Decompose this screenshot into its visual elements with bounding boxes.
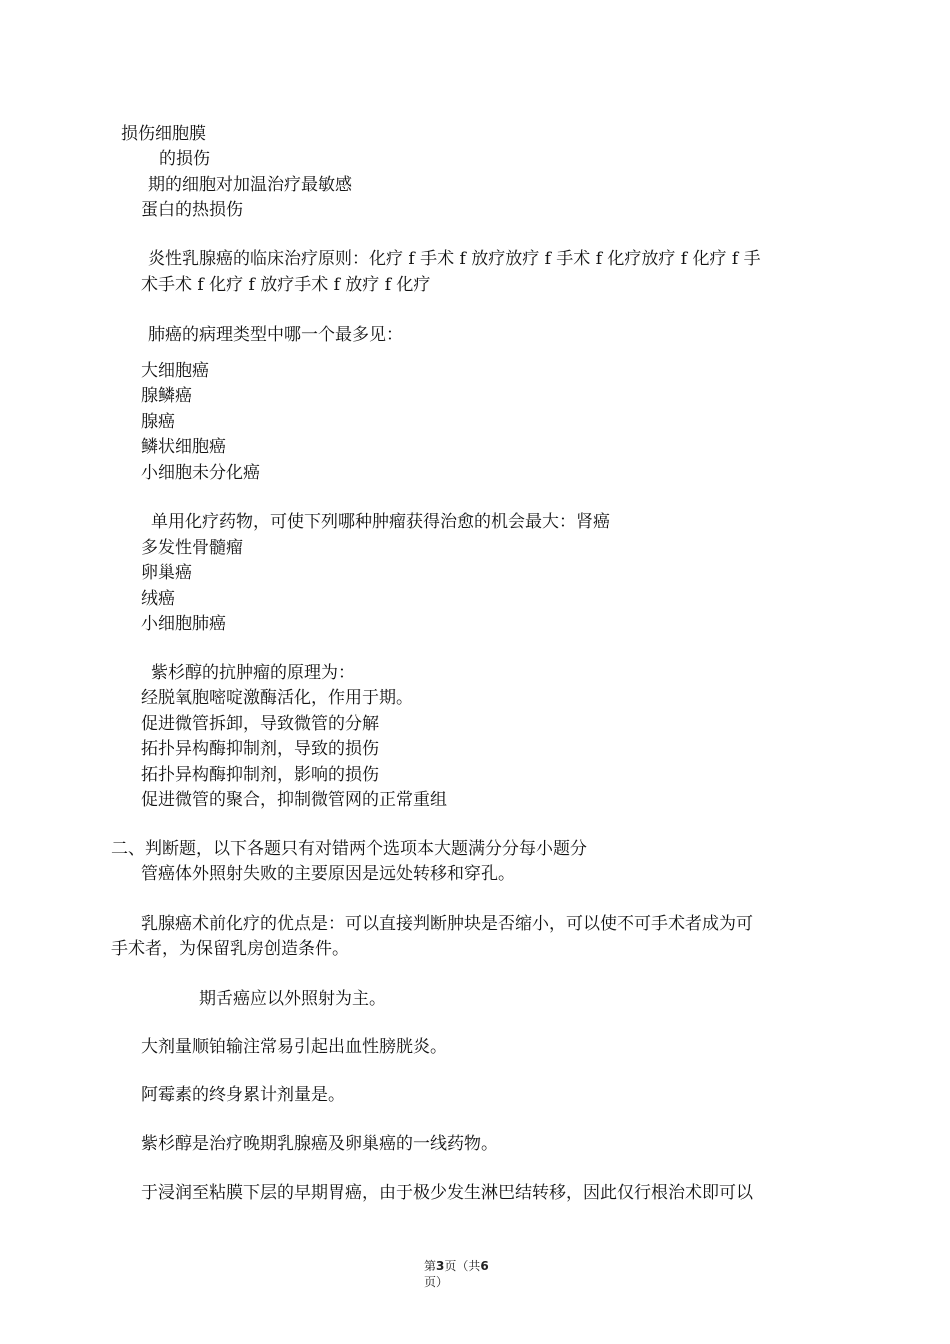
- statement-line: 手术者，为保留乳房创造条件。: [111, 939, 349, 959]
- text-line-2: 的损伤: [159, 149, 210, 169]
- option-line: 腺癌: [141, 412, 175, 432]
- statement-line: 于浸润至粘膜下层的早期胃癌，由于极少发生淋巴结转移，因此仅行根治术即可以: [141, 1183, 753, 1203]
- option-line: 促进微管拆卸，导致微管的分解: [141, 714, 379, 734]
- page-footer-suffix: 页）: [424, 1275, 449, 1289]
- text-line-1: 损伤细胞膜: [121, 124, 206, 144]
- option-line: 鳞状细胞癌: [141, 437, 226, 457]
- statement-line: 期舌癌应以外照射为主。: [199, 989, 386, 1009]
- footer-middle: 页（共: [444, 1259, 481, 1273]
- page-footer: [424, 1258, 489, 1274]
- statement-line: 乳腺癌术前化疗的优点是：可以直接判断肿块是否缩小，可以使不可手术者成为可: [141, 914, 753, 934]
- option-line: 经脱氧胞嘧啶激酶活化，作用于期。: [141, 688, 413, 708]
- statement-line: 紫杉醇是治疗晚期乳腺癌及卵巢癌的一线药物。: [141, 1134, 498, 1154]
- option-line: 拓扑异构酶抑制剂，导致的损伤: [141, 739, 379, 759]
- section-heading: 二、判断题，以下各题只有对错两个选项本大题满分分每小题分: [111, 839, 587, 859]
- option-line: 腺鳞癌: [141, 386, 192, 406]
- option-line: 促进微管的聚合，抑制微管网的正常重组: [141, 790, 447, 810]
- question-lung-cancer: 肺癌的病理类型中哪一个最多见：: [148, 325, 403, 345]
- statement-line: 管癌体外照射失败的主要原因是远处转移和穿孔。: [141, 864, 515, 884]
- option-line: 绒癌: [141, 589, 175, 609]
- footer-total-pages: 6: [480, 1259, 489, 1273]
- option-line: 小细胞肺癌: [141, 614, 226, 634]
- statement-line: 阿霉素的终身累计剂量是。: [141, 1085, 345, 1105]
- text-line-6: 术手术 f 化疗 f 放疗手术 f 放疗 f 化疗: [141, 275, 431, 295]
- footer-prefix: 第: [424, 1259, 437, 1273]
- option-line: 大细胞癌: [141, 361, 209, 381]
- text-line-5: 炎性乳腺癌的临床治疗原则：化疗 f 手术 f 放疗放疗 f 手术 f 化疗放疗 f 化疗 f 手: [148, 249, 761, 269]
- question-chemotherapy: 单用化疗药物，可使下列哪种肿瘤获得治愈的机会最大：肾癌: [151, 512, 610, 532]
- statement-line: 大剂量顺铂输注常易引起出血性膀胱炎。: [141, 1037, 447, 1057]
- option-line: 小细胞未分化癌: [141, 463, 260, 483]
- option-line: 拓扑异构酶抑制剂，影响的损伤: [141, 765, 379, 785]
- question-paclitaxel: 紫杉醇的抗肿瘤的原理为：: [151, 663, 355, 683]
- footer-page-number: 3: [436, 1259, 445, 1273]
- option-line: 卵巢癌: [141, 563, 192, 583]
- text-line-3: 期的细胞对加温治疗最敏感: [148, 175, 352, 195]
- option-line: 多发性骨髓瘤: [141, 538, 243, 558]
- text-line-4: 蛋白的热损伤: [141, 200, 243, 220]
